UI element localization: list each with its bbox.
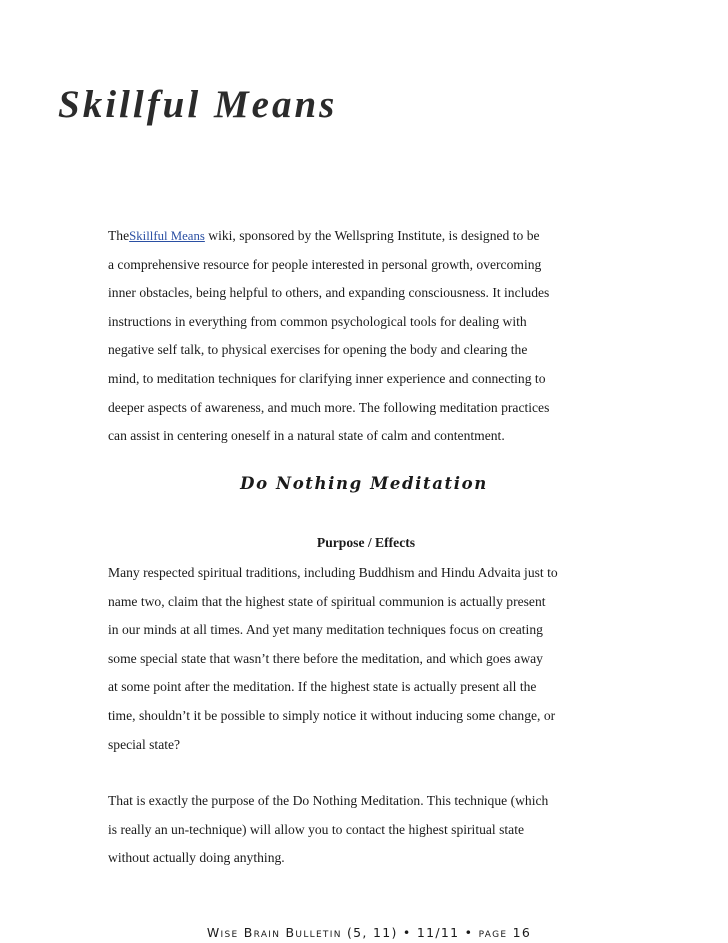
page-title: Skillful Means [58,83,338,126]
intro-line: mind, to meditation techniques for clarifying inner experience and connecting to [108,370,546,386]
purpose-line: special state? [108,736,181,752]
intro-line: can assist in centering oneself in a natural state of calm and contentment. [108,428,505,444]
purpose-line: some special state that wasn’t there before the meditation, and which goes away [108,650,543,666]
sub-heading-text: Purpose / Effects [316,535,416,550]
intro-line: a comprehensive resource for people interested in personal growth, overcoming [108,256,542,272]
technique-paragraph [108,792,548,878]
page-footer [0,925,728,940]
sub-heading [0,535,728,551]
purpose-line: Many respected spiritual traditions, including Buddhism and Hindu Advaita just to [108,565,558,580]
intro-paragraph [108,227,549,456]
purpose-line: name two, claim that the highest state of spiritual communion is actually present [108,593,546,609]
intro-line: deeper aspects of awareness, and much more. The following meditation practices [108,399,550,415]
intro-lead: The [108,228,130,243]
section-heading: Do Nothing Meditation [240,474,488,493]
purpose-paragraph [108,564,558,764]
purpose-line: time, shouldn’t it be possible to simply notice it without inducing some change, or [108,707,556,723]
purpose-line: at some point after the meditation. If the highest state is actually present all the [108,679,537,695]
intro-line: instructions in everything from common psychological tools for dealing with [108,313,527,329]
intro-line: inner obstacles, being helpful to others, and expanding consciousness. It includes [108,285,550,301]
intro-line [108,227,549,256]
intro-line-text: wiki, sponsored by the Wellspring Institute, is designed to be [204,228,540,243]
technique-line: is really an un-technique) will allow you to contact the highest spiritual state [108,821,525,837]
technique-line: without actually doing anything. [108,850,285,866]
purpose-line: in our minds at all times. And yet many meditation techniques focus on creating [108,622,543,638]
footer-text: Wise Brain Bulletin (5, 11) • 11/11 • page 16 [206,925,532,940]
intro-line: negative self talk, to physical exercises for opening the body and clearing the [108,342,528,358]
skillful-means-link[interactable]: Skillful Means [129,229,205,243]
technique-line: That is exactly the purpose of the Do Nothing Meditation. This technique (which [108,793,549,808]
